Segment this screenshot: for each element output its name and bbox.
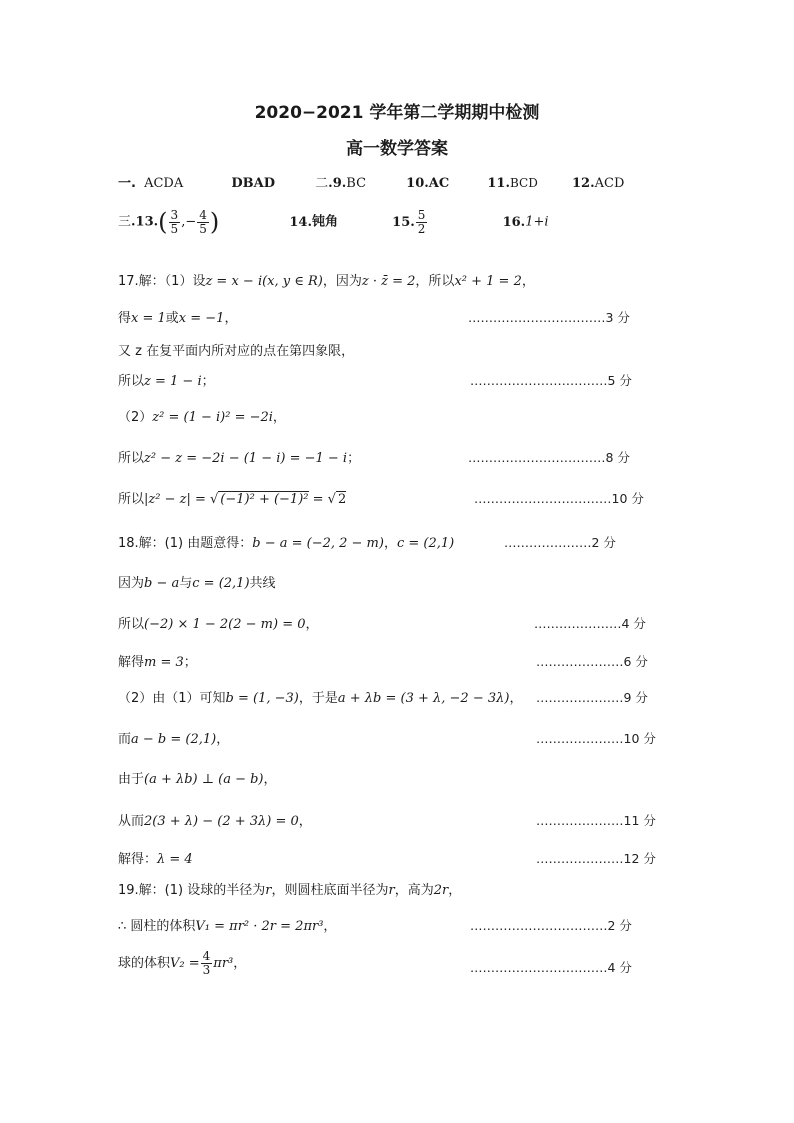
q17-line-7: 所以|z² − z| = √ (−1)² + (−1)² = √ 2 (118, 492, 347, 507)
choice-5-8: DBAD (231, 176, 276, 191)
q17-line-1: 17.解：（1）设z = x − i(x, y ∈ R)，因为z · z̄ = 2，所以x² + 1 = 2， (118, 274, 535, 289)
q15-frac: $\frac{5}{2}$ (417, 207, 426, 236)
q18-line-3: 所以(−2) × 1 − 2(2 − m) = 0， (118, 617, 319, 632)
q9-answer: BC (346, 176, 367, 191)
q19-score-2: ……………………………2 分 (470, 918, 632, 933)
q17-score-3: ……………………………3 分 (468, 310, 630, 325)
q17-line-2: 得x = 1或x = −1， (118, 311, 238, 326)
q17-line-4: 所以z = 1 − i； (118, 374, 215, 389)
q18-line-4: 解得m = 3； (118, 655, 197, 670)
q18-line-6: 而a − b = (2,1)， (118, 732, 230, 747)
q13-frac-1: $\frac{3}{5}$ (170, 207, 179, 236)
part3-label: 三 (118, 214, 132, 230)
part1-label: 一. (118, 176, 136, 191)
q11-num: 11. (487, 176, 510, 191)
q16-answer: 1+i (525, 214, 549, 230)
q18-line-5: （2）由（1）可知b = (1, −3)，于是a + λb = (3 + λ, −2 − 3λ)， (118, 691, 523, 706)
q10-answer: AC (428, 176, 450, 191)
q17-score-10: ……………………………10 分 (474, 491, 644, 506)
q18-score-9: …………………9 分 (536, 690, 648, 705)
q18-line-9: 解得：λ = 4 (118, 852, 193, 867)
choice-1-4: ACDA (144, 176, 184, 191)
q18-score-11: …………………11 分 (536, 813, 656, 828)
q13-num: .13. (131, 214, 159, 230)
paren-left: ( (158, 208, 168, 236)
q18-line-8: 从而2(3 + λ) − (2 + 3λ) = 0， (118, 814, 312, 829)
q14-num: 14. (289, 214, 312, 230)
q9-num: .9. (328, 176, 347, 191)
q16-num: 16. (502, 214, 526, 230)
q19-line-1: 19.解：(1) 设球的半径为r，则圆柱底面半径为r，高为2r， (118, 883, 462, 898)
q13-frac-2: $\frac{4}{5}$ (199, 207, 207, 236)
q12-num: 12. (571, 176, 595, 191)
q11-answer: BCD (510, 176, 538, 190)
q17-line-3: 又 z 在复平面内所对应的点在第四象限， (118, 344, 355, 359)
q10-num: 10. (406, 176, 429, 191)
q18-score-4: …………………4 分 (534, 616, 646, 631)
q19-frac: $\frac{4}{3}$ (202, 949, 211, 977)
q19-line-2: ∴ 圆柱的体积V₁ = πr² · 2r = 2πr³， (118, 919, 337, 934)
q17-score-5: ……………………………5 分 (470, 373, 632, 388)
paren-right: ) (209, 208, 220, 236)
answers-row-1 (118, 172, 624, 191)
q18-score-6: …………………6 分 (536, 654, 648, 669)
q17-score-8: ……………………………8 分 (468, 450, 630, 465)
q18-line-1: 18.解：(1) 由题意得：b − a = (−2, 2 − m)，c = (2,1) (118, 536, 455, 551)
q17-line-5: （2）z² = (1 − i)² = −2i， (118, 410, 286, 425)
q12-answer: ACD (594, 176, 625, 191)
q18-line-7: 由于(a + λb) ⊥ (a − b)， (118, 772, 277, 787)
q14-answer: 钝角 (312, 214, 339, 230)
q15-num: 15. (392, 214, 415, 230)
q19-score-4: ……………………………4 分 (470, 960, 632, 975)
q18-line-2: 因为b − a与c = (2,1)共线 (118, 576, 276, 591)
q18-score-10: …………………10 分 (536, 731, 656, 746)
part2-label: 二 (315, 176, 329, 191)
answers-row-2: 三.13.( $\frac{3}{5}$ ,− $\frac{4}{5}$ ) 14.钝角 15. $\frac{5}{2}$ 16.1+i (118, 207, 549, 236)
q18-score-12: …………………12 分 (536, 851, 656, 866)
page-subtitle: 高一数学答案 (346, 139, 448, 159)
q19-line-3: 球的体积V₂ = $\frac{4}{3}$ πr³， (118, 949, 247, 977)
page-title: 2020−2021 学年第二学期期中检测 (254, 103, 540, 123)
q17-line-6: 所以z² − z = −2i − (1 − i) = −1 − i； (118, 451, 361, 466)
q18-score-2: …………………2 分 (504, 535, 616, 550)
